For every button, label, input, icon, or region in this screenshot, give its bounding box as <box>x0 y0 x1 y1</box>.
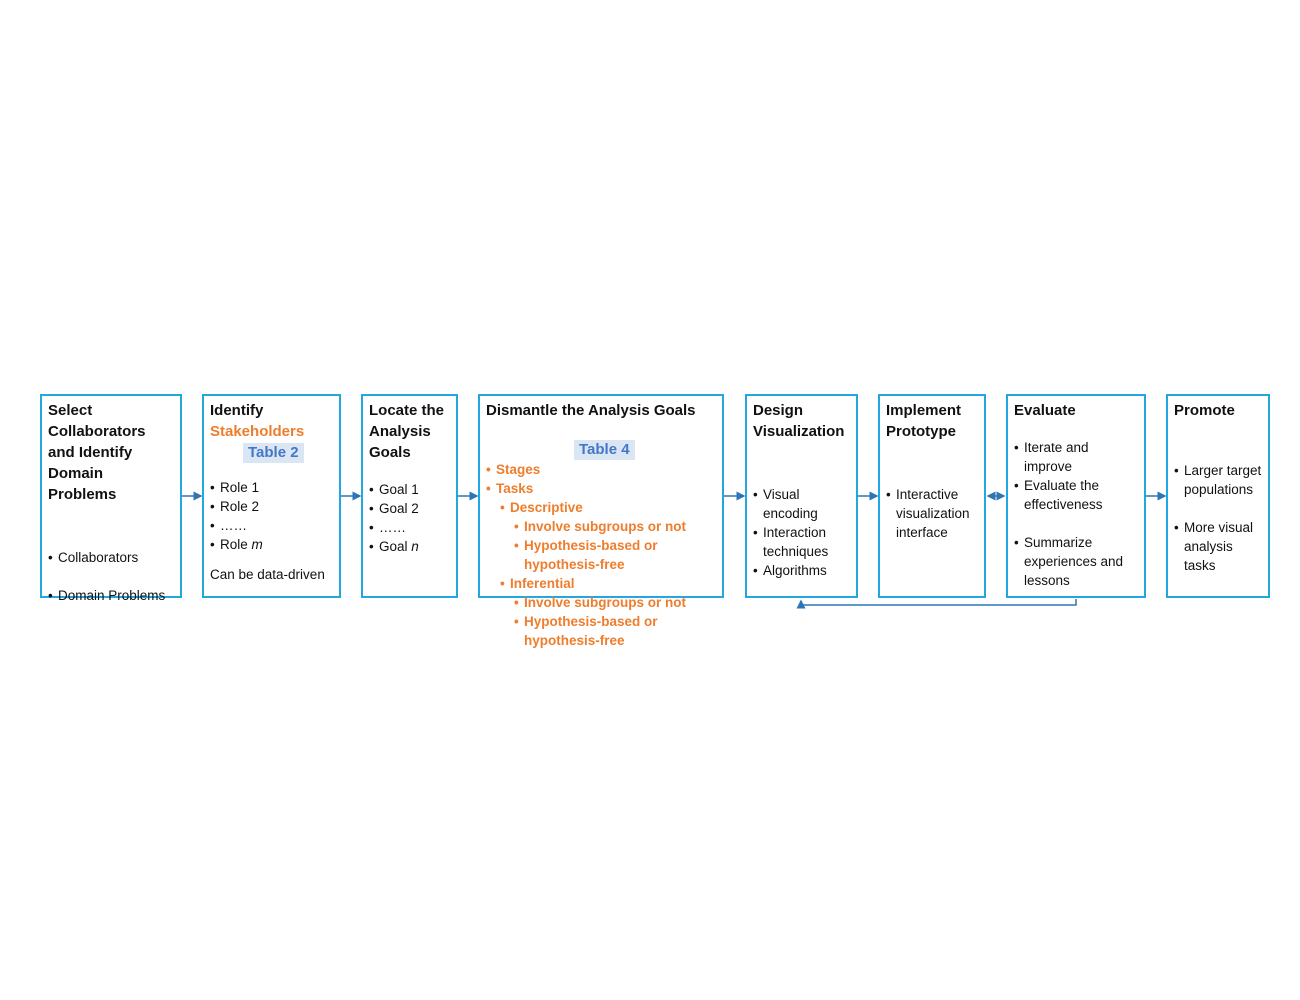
inferential-item: • Inferential <box>500 574 716 593</box>
step-title: Evaluate <box>1014 402 1076 419</box>
list-item-text: Role <box>220 537 252 552</box>
step-title: Dismantle the Analysis Goals <box>486 402 696 419</box>
list-item: • Role 1 <box>210 478 333 497</box>
table-2-reference: Table 2 <box>243 443 304 463</box>
step-title: Promote <box>1174 402 1235 419</box>
list-item: • Visual encoding <box>753 485 850 523</box>
list-item: • Evaluate the effectiveness <box>1014 476 1138 514</box>
list-item: • Role 2 <box>210 497 333 516</box>
list-item: • Hypothesis-based or hypothesis-free <box>514 536 716 574</box>
list-item: • Larger target populations <box>1174 461 1262 499</box>
feedback-arrow-evaluate-to-design <box>801 599 1076 605</box>
step-title-text: Identify <box>210 402 264 419</box>
list-item: • Domain Problems <box>48 586 174 605</box>
list-item: • …… <box>210 516 333 535</box>
list-item-text: Goal <box>379 539 412 554</box>
list-item: • Collaborators <box>48 548 174 567</box>
step-title: Implement Prototype <box>886 402 962 440</box>
list-item: • Hypothesis-based or hypothesis-free <box>514 612 716 650</box>
step-title: Locate the Analysis Goals <box>369 402 445 461</box>
list-item: • More visual analysis tasks <box>1174 518 1262 575</box>
data-driven-note: Can be data-driven <box>210 567 325 582</box>
tasks-item: • Tasks <box>486 479 716 498</box>
italic-variable: m <box>251 537 263 552</box>
list-item: • Involve subgroups or not <box>514 517 716 536</box>
list-item: • …… <box>369 518 450 537</box>
list-item: • Algorithms <box>753 561 850 580</box>
table-4-reference: Table 4 <box>574 440 635 460</box>
list-item: • Interaction techniques <box>753 523 850 561</box>
descriptive-item: • Descriptive <box>500 498 716 517</box>
list-item: • Iterate and improve <box>1014 438 1138 476</box>
list-item: • Involve subgroups or not <box>514 593 716 612</box>
list-item: • Interactive visualization interface <box>886 485 978 542</box>
italic-variable: n <box>411 539 419 554</box>
step-title: Select Collaborators and Identify Domain Problems <box>48 402 146 503</box>
list-item: • Goal 1 <box>369 480 450 499</box>
stages-item: • Stages <box>486 460 716 479</box>
list-item: • Goal 2 <box>369 499 450 518</box>
step-title: Design Visualization <box>753 402 845 440</box>
stakeholders-highlight: Stakeholders <box>210 423 305 440</box>
list-item: • Summarize experiences and lessons <box>1014 533 1138 590</box>
